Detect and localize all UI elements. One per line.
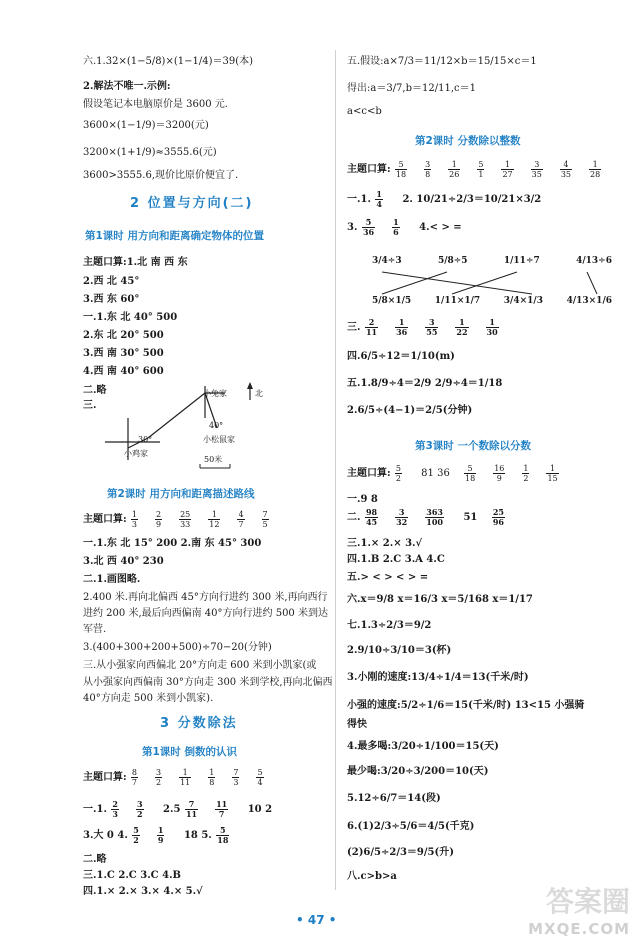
fraction: $\frac{5}{4}$ <box>257 768 263 787</box>
fraction: $\frac{1}{2}$ <box>523 464 529 483</box>
fraction: $\frac{3}{8}$ <box>425 160 431 179</box>
t17: 八.c>b>a <box>347 871 397 882</box>
answer-6-2-conclusion: 3600>3555.6,现价比原价便宜了. <box>83 170 239 181</box>
fraction: $\frac{2}{11}$ <box>365 317 378 337</box>
fraction: $\frac{1}{3}$ <box>131 510 137 529</box>
t2-label: 二. <box>347 512 361 523</box>
s2-label: 3. <box>347 222 358 233</box>
fraction: $\frac{11}{7}$ <box>216 799 228 819</box>
oral-label: 主题口算: <box>347 468 391 479</box>
t11: 得快 <box>347 719 367 730</box>
chapter-2-title: 2 位置与方向(二) <box>130 196 254 211</box>
s1-row <box>347 190 541 209</box>
t12: 4.最多喝:3/20÷1/100＝15(天) <box>347 741 499 752</box>
oral-row-4 <box>347 160 617 179</box>
m6: 军营. <box>83 624 107 635</box>
p2-fractions-2 <box>215 825 245 845</box>
matching-bottom-row <box>372 296 612 306</box>
page-number: • 47 • <box>296 913 337 927</box>
fraction: $\frac{2}{9}$ <box>155 510 162 529</box>
s6: 2.6/5÷(4−1)＝2/5(分钟) <box>347 405 473 416</box>
fraction: $\frac{1}{28}$ <box>590 160 601 179</box>
lesson-title-3-2: 第2课时 分数除以整数 <box>415 135 521 147</box>
fraction: $\frac{3}{55}$ <box>426 317 438 337</box>
fraction: $\frac{1}{36}$ <box>396 317 408 337</box>
fraction: $\frac{1}{30}$ <box>486 317 498 337</box>
matching-expression: 4/13×1/6 <box>566 296 612 306</box>
t10: 小强的速度:5/2÷1/6＝15(千米/时) 13<15 小强骑 <box>347 700 585 711</box>
fraction: $\frac{98}{45}$ <box>365 507 378 527</box>
k9: 三. <box>83 400 97 411</box>
k7: 4.西 南 40° 600 <box>83 366 164 377</box>
matching-expression: 1/11÷7 <box>503 256 540 266</box>
oral-ints: 81 36 <box>421 468 450 479</box>
map-squirrel-label: 小松鼠家 <box>203 435 235 444</box>
fraction: $\frac{3}{35}$ <box>531 160 542 179</box>
oral-row-3 <box>83 768 280 787</box>
p4: 三.1.C 2.C 3.C 4.B <box>83 870 182 881</box>
s5: 五.1.8/9÷4＝2/9 2/9÷4＝1/18 <box>347 378 503 389</box>
t8: 2.9/10÷3/10＝3(杯) <box>347 645 452 656</box>
lesson-title-3-3: 第3课时 一个数除以分数 <box>415 440 531 452</box>
matching-top-row <box>372 256 612 266</box>
fraction: $\frac{7}{11}$ <box>185 799 198 819</box>
p2-c: 18 5. <box>183 830 212 841</box>
t2-b: 51 <box>463 512 478 523</box>
t3: 三.1.× 2.× 3.√ <box>347 538 423 549</box>
s3-row <box>347 318 515 337</box>
t1: 一.9 8 <box>347 494 378 505</box>
oral-row-5 <box>347 464 575 483</box>
oral-row-2 <box>83 510 285 529</box>
fraction: $\frac{3}{2}$ <box>155 768 162 787</box>
column-divider <box>335 50 336 890</box>
p2-fractions <box>131 825 180 845</box>
answer-6-2-assume: 假设笔记本电脑原价是 3600 元. <box>83 99 228 110</box>
m7: 3.(400+300+200+500)÷70−20(分钟) <box>83 642 272 653</box>
t7: 七.1.3÷2/3＝9/2 <box>347 620 432 631</box>
p3: 二.略 <box>83 854 107 865</box>
s3-label: 三. <box>347 322 361 333</box>
s4: 四.6/5÷12＝1/10(m) <box>347 351 455 362</box>
fraction: $\frac{1}{8}$ <box>209 768 215 787</box>
t6: 六.x＝9/8 x＝16/3 x＝5/168 x＝1/17 <box>347 594 533 605</box>
p1-b: 2.5 <box>163 804 181 815</box>
matching-expression: 3/4×1/3 <box>503 296 543 306</box>
t5: 五.> < > < > = <box>347 572 429 583</box>
fraction: $\frac{3}{2}$ <box>136 799 143 819</box>
fraction: $\frac{5}{18}$ <box>465 464 476 483</box>
answer-6-2: 2.解法不唯一.示例: <box>83 81 171 92</box>
answer-6-2-calc1: 3600×(1−1/9)＝3200(元) <box>83 120 209 131</box>
oral-label: 主题口算: <box>83 514 127 525</box>
k4: 一.1.东 北 40° 500 <box>83 312 178 323</box>
s2-row <box>347 218 462 237</box>
map-rabbit-label: 小兔家 <box>203 389 227 398</box>
t2-fractions-2 <box>491 507 521 527</box>
fraction: $\frac{8}{7}$ <box>131 768 137 787</box>
m9: 从小强家向西偏南 30°方向走 300 米到学校,再向北偏西 <box>83 677 333 688</box>
fraction: $\frac{5}{1}$ <box>478 160 484 179</box>
k3: 3.西 东 60° <box>83 294 140 305</box>
t13: 最少喝:3/20÷3/200＝10(天) <box>347 766 489 777</box>
m8: 三.从小强家向西偏北 20°方向走 600 米到小凯家(或 <box>83 660 317 671</box>
t16: (2)6/5÷2/3＝9/5(升) <box>347 847 454 858</box>
p5: 四.1.× 2.× 3.× 4.× 5.√ <box>83 886 203 897</box>
fraction: $\frac{25}{96}$ <box>492 507 504 527</box>
map-30-label: 30° <box>138 435 153 444</box>
fraction: $\frac{5}{36}$ <box>362 217 375 237</box>
fraction: $\frac{4}{7}$ <box>238 510 244 529</box>
chapter-3-title: 3 分数除法 <box>160 716 238 731</box>
k1: 主题口算:1.北 南 西 东 <box>83 257 188 268</box>
r2: 得出:a＝3/7,b＝12/11,c＝1 <box>347 83 476 94</box>
watermark-url: MXQE.COM <box>528 920 630 938</box>
matching-expression: 5/8×1/5 <box>372 296 412 306</box>
lesson-title-3-1: 第1课时 倒数的认识 <box>142 746 237 758</box>
fraction: $\frac{1}{15}$ <box>547 464 558 483</box>
s1-b: 2. <box>402 194 413 205</box>
fraction: $\frac{1}{11}$ <box>180 768 191 787</box>
oral-fractions <box>394 160 617 179</box>
t15: 6.(1)2/3÷5/6＝4/5(千克) <box>347 821 475 832</box>
k5: 2.东 北 20° 500 <box>83 330 164 341</box>
fraction: $\frac{363}{100}$ <box>426 507 443 527</box>
p1-label: 一.1. <box>83 804 107 815</box>
matching-expression: 4/13÷6 <box>576 256 612 266</box>
p2-label: 3.大 0 4. <box>83 830 128 841</box>
p1-row <box>83 800 272 819</box>
oral-fractions-a <box>394 464 418 483</box>
matching-expression: 5/8÷5 <box>437 256 468 266</box>
m10: 40°方向走 500 米到小凯家). <box>83 693 214 704</box>
fraction: $\frac{2}{3}$ <box>112 799 118 819</box>
oral-fractions <box>130 510 285 529</box>
p1-fractions-2 <box>184 799 244 819</box>
fraction: $\frac{1}{4}$ <box>376 189 382 209</box>
oral-fractions <box>130 768 280 787</box>
matching-expression: 3/4÷3 <box>372 256 402 266</box>
answer-6-2-calc2: 3200×(1+1/9)≈3555.6(元) <box>83 147 217 158</box>
p2-row <box>83 826 245 845</box>
map-scale-label: 50米 <box>204 455 223 464</box>
matching-lines <box>372 270 612 296</box>
fraction: $\frac{1}{6}$ <box>393 217 399 237</box>
t4: 四.1.B 2.C 3.A 4.C <box>347 554 445 565</box>
map-40-label: 40° <box>209 421 224 430</box>
fraction: $\frac{7}{3}$ <box>233 768 239 787</box>
m4: 2.400 米.再向北偏西 45°方向行进约 300 米,再向西行 <box>83 592 328 603</box>
p1-fractions <box>110 799 159 819</box>
fraction: $\frac{1}{12}$ <box>209 510 220 529</box>
watermark-logo-text: 答案圈 <box>545 885 630 918</box>
map-chick-label: 小鸡家 <box>124 449 148 458</box>
s3-fractions <box>364 317 515 337</box>
answer-6-1: 六.1.32×(1−5/8)×(1−1/4)＝39(本) <box>83 56 254 67</box>
fraction: $\frac{1}{9}$ <box>157 825 164 845</box>
fraction: $\frac{1}{27}$ <box>502 160 513 179</box>
map-north-label: 北 <box>255 389 263 398</box>
lesson-title-2-1: 第1课时 用方向和距离确定物体的位置 <box>85 230 264 242</box>
t14: 5.12÷6/7＝14(段) <box>347 793 441 804</box>
fraction: $\frac{5}{2}$ <box>133 825 139 845</box>
fraction: $\frac{5}{2}$ <box>395 464 401 483</box>
s1-fractions <box>374 189 399 209</box>
s2-b: 4.< > = <box>419 222 462 233</box>
k6: 3.西 南 30° 500 <box>83 348 164 359</box>
t9: 3.小刚的速度:13/4÷1/4＝13(千米/时) <box>347 672 529 683</box>
s1-eq: 10/21÷2/3＝10/21×3/2 <box>416 194 542 205</box>
p1-c: 10 2 <box>247 804 273 815</box>
fraction: $\frac{3}{32}$ <box>396 507 408 527</box>
fraction: $\frac{1}{22}$ <box>456 317 468 337</box>
m3: 二.1.画图略. <box>83 574 141 585</box>
fraction: $\frac{16}{9}$ <box>494 464 505 483</box>
fraction: $\frac{5}{18}$ <box>217 825 229 845</box>
t2-fractions <box>364 507 460 527</box>
fraction: $\frac{4}{35}$ <box>560 160 572 179</box>
oral-label: 主题口算: <box>347 164 391 175</box>
k2: 2.西 北 45° <box>83 276 140 287</box>
s2-fractions <box>361 217 416 237</box>
m2: 3.北 西 40° 230 <box>83 556 164 567</box>
fraction: $\frac{25}{33}$ <box>180 510 191 529</box>
m5: 进约 200 米,最后向西偏南 40°方向行进约 500 米到达 <box>83 608 328 619</box>
watermark <box>528 880 630 938</box>
r1: 五.假设:a×7/3＝11/12×b＝15/15×c＝1 <box>347 56 537 67</box>
r3: a<c<b <box>347 106 382 117</box>
fraction: $\frac{5}{18}$ <box>395 160 407 179</box>
k8: 二.略 <box>83 385 107 396</box>
matching-expression: 1/11×1/7 <box>434 296 481 306</box>
fraction: $\frac{1}{26}$ <box>449 160 460 179</box>
t2-row <box>347 508 521 527</box>
lesson-title-2-2: 第2课时 用方向和距离描述路线 <box>107 488 255 500</box>
s1-label: 一.1. <box>347 194 371 205</box>
oral-fractions-b <box>463 464 575 483</box>
fraction: $\frac{7}{5}$ <box>262 510 268 529</box>
m1: 一.1.东 北 15° 200 2.南 东 45° 300 <box>83 538 262 549</box>
oral-label: 主题口算: <box>83 772 127 783</box>
